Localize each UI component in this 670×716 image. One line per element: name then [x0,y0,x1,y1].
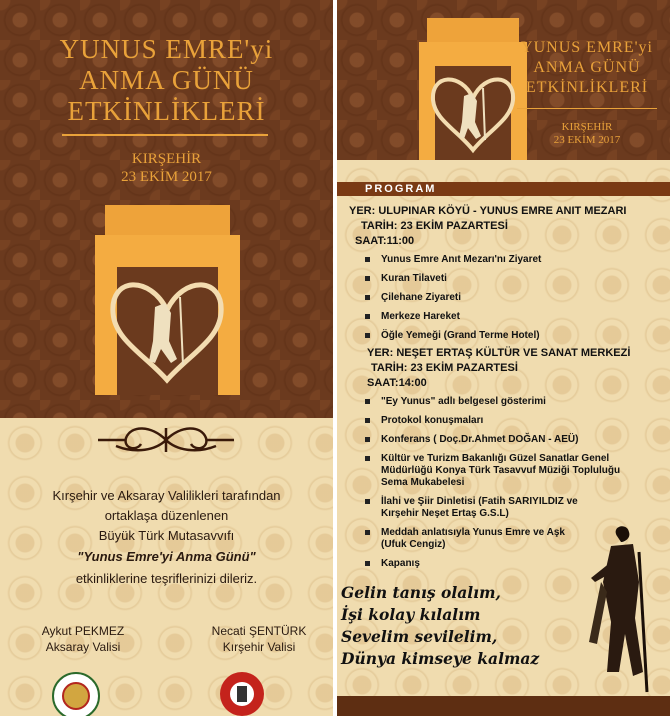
session1-location: YER: ULUPINAR KÖYÜ - YUNUS EMRE ANIT MEZARI [349,205,627,217]
list-item: Meddah anlatısıyla Yunus Emre ve Aşk (Ufuk Cengiz) [355,527,620,551]
list-item: Konferans ( Doç.Dr.Ahmet DOĞAN - AEÜ) [355,434,620,446]
title-line-1: YUNUS EMRE'yi [59,34,274,64]
invite-line-2: ortaklaşa düzenlenen [104,508,229,523]
bullet-icon [365,499,370,504]
list-item: Kapanış [355,558,620,570]
poem-line-2: İşi kolay kılalım [341,605,481,624]
poem-line-4: Dünya kimseye kalmaz [341,649,540,668]
event-city: KIRŞEHİR [131,151,202,167]
bullet-icon [365,333,370,338]
event-title [507,38,667,98]
signer-title: Aksaray Valisi [45,640,121,654]
session1-date: TARİH: 23 EKİM PAZARTESİ [361,220,508,232]
signer-title: Kırşehir Valisi [222,640,296,654]
bullet-icon [365,561,370,566]
poem [341,582,539,670]
invite-line-5: etkinliklerine teşriflerinizi dileriz. [75,571,258,586]
title-divider [517,108,657,109]
event-place-date [507,121,667,147]
session2-time: SAAT:14:00 [367,377,427,389]
title-divider [62,134,268,136]
invite-line-4: "Yunus Emre'yi Anma Günü" [77,549,256,564]
monument-heart-illustration [95,205,240,395]
title-line-3: ETKİNLİKLERİ [67,96,266,126]
bullet-icon [365,437,370,442]
poem-line-3: Sevelim sevilelim, [341,627,498,646]
title-line-2: ANMA GÜNÜ [533,59,641,76]
event-city: KIRŞEHİR [561,121,613,133]
bullet-icon [365,530,370,535]
signer-name: Necati ŞENTÜRK [211,624,307,638]
session2-date: TARİH: 23 EKİM PAZARTESİ [371,362,518,374]
poem-line-1: Gelin tanış olalım, [341,583,501,602]
bullet-icon [365,418,370,423]
list-item: "Ey Yunus" adlı belgesel gösterimi [355,396,620,408]
bullet-icon [365,399,370,404]
bullet-icon [365,257,370,262]
invite-line-1: Kırşehir ve Aksaray Valilikleri tarafından [52,488,281,503]
signer-name: Aykut PEKMEZ [41,624,125,638]
title-line-2: ANMA GÜNÜ [79,65,254,95]
list-item: İlahi ve Şiir Dinletisi (Fatih SARIYILDIZ ve Kırşehir Neşet Ertaş G.S.L) [355,496,620,520]
bullet-icon [365,276,370,281]
bullet-icon [365,295,370,300]
signer-kirsehir [196,623,322,655]
list-item: Merkeze Hareket [355,311,541,323]
bullet-icon [365,456,370,461]
list-item: Protokol konuşmaları [355,415,620,427]
bullet-icon [365,314,370,319]
list-item: Kuran Tilaveti [355,273,541,285]
title-line-3: ETKİNLİKLERİ [525,79,649,96]
ornament-divider-icon [96,420,236,460]
program-panel [337,0,670,716]
bottom-border [337,696,670,716]
cream-background-bottom [0,418,333,716]
session2-location: YER: NEŞET ERTAŞ KÜLTÜR VE SANAT MERKEZİ [367,347,631,359]
title-line-1: YUNUS EMRE'yi [521,39,653,56]
kirsehir-seal-logo [220,672,264,716]
list-item: Yunus Emre Anıt Mezarı'nı Ziyaret [355,254,541,266]
session1-list [355,254,541,342]
event-place-date [0,150,333,186]
event-date: 23 EKİM 2017 [121,169,212,185]
aksaray-seal-logo [52,672,100,716]
event-date: 23 EKİM 2017 [553,134,621,146]
dervish-silhouette-icon [581,522,661,698]
signer-aksaray [28,623,138,655]
session1-time: SAAT:11:00 [355,235,415,247]
invite-line-3: Büyük Türk Mutasavvıfı [98,528,235,543]
list-item: Çilehane Ziyareti [355,292,541,304]
invitation-front-panel [0,0,333,716]
list-item: Kültür ve Turizm Bakanlığı Güzel Sanatlar Genel Müdürlüğü Konya Türk Tasavvuf Müziği Topluluğu Sema Mukabelesi [355,453,620,489]
event-title [0,34,333,127]
program-header: PROGRAM [337,182,670,196]
list-item: Öğle Yemeği (Grand Terme Hotel) [355,330,541,342]
